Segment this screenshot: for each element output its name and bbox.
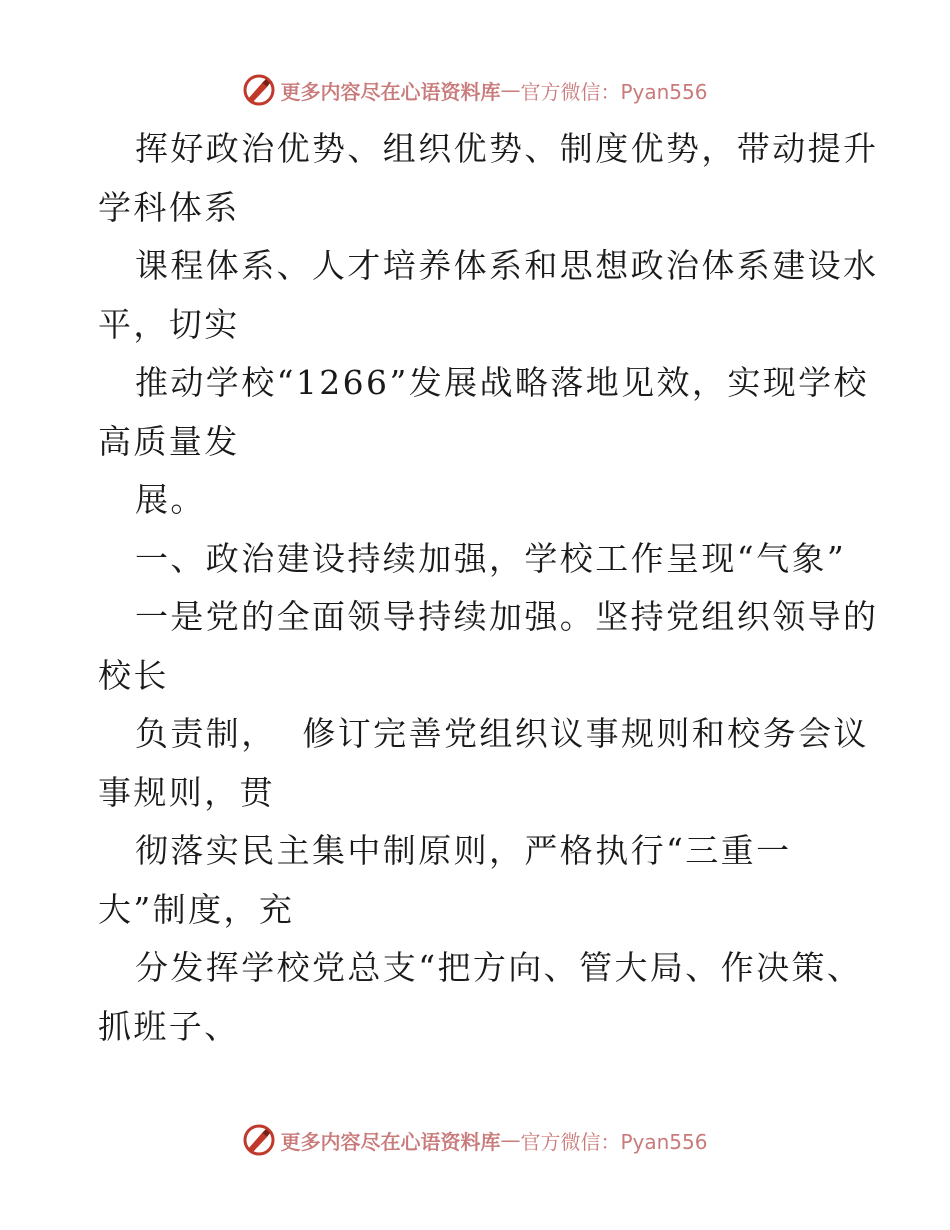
text-line: 课程体系、人才培养体系和思想政治体系建设水 (135, 246, 879, 285)
text-line: 推动学校“1266”发展战略落地见效，实现学校 (135, 363, 869, 402)
watermark-wechat: 官方微信：Pyan556 (520, 79, 708, 104)
pen-logo-icon (242, 1123, 276, 1157)
text-line: 一是党的全面领导持续加强。坚持党组织领导的 (135, 597, 879, 636)
watermark-brand: 更多内容尽在心语资料库 (280, 1129, 501, 1154)
text-line: 高质量发 (98, 421, 240, 461)
text-line: 抓班子、 (98, 1006, 240, 1046)
text-line: 分发挥学校党总支“把方向、管大局、作决策、 (135, 948, 863, 987)
text-line: 校长 (98, 655, 169, 695)
header-watermark (0, 70, 950, 110)
pen-logo-icon (242, 73, 276, 107)
footer-watermark (0, 1120, 950, 1160)
text-line: 展。 (135, 480, 206, 519)
watermark-dash: — (500, 1128, 521, 1152)
watermark-dash: — (500, 78, 521, 102)
watermark-wechat: 官方微信：Pyan556 (520, 1129, 708, 1154)
text-line: 事规则，贯 (98, 772, 275, 812)
watermark-brand: 更多内容尽在心语资料库 (280, 79, 501, 104)
section-heading: 一、政治建设持续加强，学校工作呈现“气象” (135, 538, 847, 578)
text-line: 负责制， 修订完善党组织议事规则和校务会议 (135, 714, 869, 753)
text-line: 学科体系 (98, 187, 240, 227)
document-body (98, 120, 879, 1056)
text-line: 大”制度，充 (98, 889, 295, 929)
text-line: 彻落实民主集中制原则，严格执行“三重一 (135, 831, 792, 870)
text-line: 挥好政治优势、组织优势、制度优势，带动提升 (135, 129, 879, 168)
text-line: 平，切实 (98, 304, 240, 344)
